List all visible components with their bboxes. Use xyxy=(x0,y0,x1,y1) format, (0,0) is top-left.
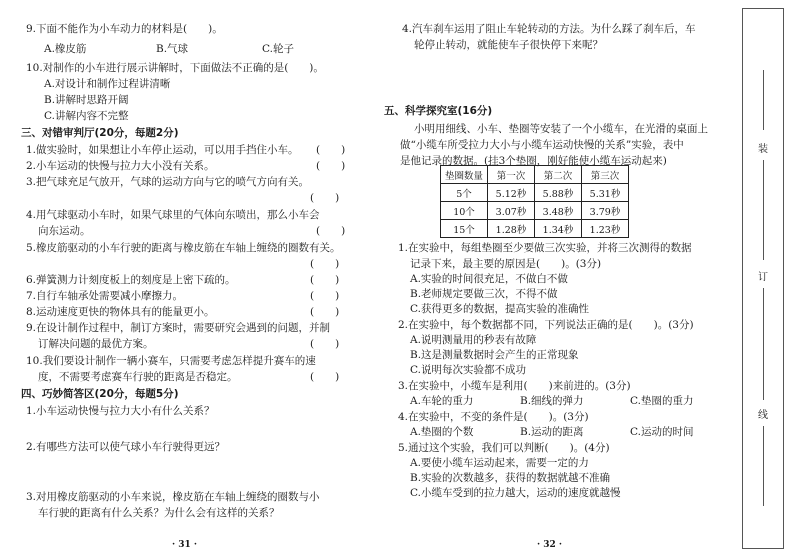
table-header-cell: 第一次 xyxy=(488,166,535,184)
section-4-heading: 四、巧妙简答区(20分，每题5分) xyxy=(21,388,179,400)
judge-item-4-cont: 向东运动。 xyxy=(38,225,91,237)
table-cell: 5.88秒 xyxy=(535,184,582,202)
explore-q1-option-a: A.实验的时间很充足，不做白不做 xyxy=(410,273,568,285)
answer-paren: ( ) xyxy=(316,225,346,237)
q9-option-c: C.轮子 xyxy=(262,43,294,55)
explore-q2-option-b: B.这是测量数据时会产生的正常现象 xyxy=(410,349,579,361)
judge-item-5: 5.橡皮筋驱动的小车行驶的距离与橡皮筋在车轴上缠绕的圈数有关。 xyxy=(26,242,341,254)
explore-q1-cont: 记录下来，最主要的原因是( )。(3分) xyxy=(410,258,602,270)
q10-option-b: B.讲解时思路开阔 xyxy=(44,94,129,106)
table-cell: 5.12秒 xyxy=(488,184,535,202)
table-row xyxy=(441,202,629,220)
explore-q2-option-c: C.说明每次实验都不成功 xyxy=(410,364,526,376)
table-header-cell: 第二次 xyxy=(535,166,582,184)
explore-q1-option-c: C.获得更多的数据，提高实验的准确性 xyxy=(410,303,589,315)
q10-text: 10.对制作的小车进行展示讲解时，下面做法不正确的是( )。 xyxy=(26,62,324,74)
binding-char-zhuang: 装 xyxy=(757,140,769,155)
explore-q5-option-b: B.实验的次数越多，获得的数据就越不准确 xyxy=(410,472,611,484)
judge-item-7: 7.自行车轴承处需要减小摩擦力。 xyxy=(26,290,184,302)
explore-q5-option-c: C.小缆车受到的拉力越大，运动的速度就越慢 xyxy=(410,487,621,499)
table-cell: 10个 xyxy=(441,202,488,220)
answer-paren: ( ) xyxy=(310,258,340,270)
explore-q3-option-a: A.车轮的重力 xyxy=(410,395,474,407)
table-row xyxy=(441,184,629,202)
explore-q3-option-b: B.细线的弹力 xyxy=(520,395,584,407)
table-header-row xyxy=(441,166,629,184)
explore-q3-option-c: C.垫圈的重力 xyxy=(630,395,694,407)
section-5-heading: 五、科学探究室(16分) xyxy=(384,105,493,117)
judge-item-6: 6.弹簧测力计刻度板上的刻度是上密下疏的。 xyxy=(26,274,236,286)
judge-item-2: 2.小车运动的快慢与拉力大小没有关系。 xyxy=(26,160,215,172)
answer-paren: ( ) xyxy=(316,160,346,172)
q9-option-b: B.气球 xyxy=(156,43,189,55)
q10-option-a: A.对设计和制作过程讲清晰 xyxy=(44,78,171,90)
explore-q2: 2.在实验中，每个数据都不同，下列说法正确的是( )。(3分) xyxy=(398,319,694,331)
table-header-cell: 第三次 xyxy=(582,166,629,184)
explore-q4: 4.在实验中，不变的条件是( )。(3分) xyxy=(398,411,589,423)
data-table xyxy=(440,165,629,238)
page-number-right: · 32 · xyxy=(537,540,563,550)
binding-line xyxy=(763,426,764,506)
table-cell: 3.48秒 xyxy=(535,202,582,220)
answer-paren: ( ) xyxy=(310,192,340,204)
answer-paren: ( ) xyxy=(310,306,340,318)
short-answer-q3: 3.对用橡皮筋驱动的小车来说，橡皮筋在车轴上缠绕的圈数与小 xyxy=(26,491,320,503)
explore-q2-option-a: A.说明测量用的秒表有故障 xyxy=(410,334,537,346)
q9-option-a: A.橡皮筋 xyxy=(44,43,87,55)
binding-char-xian: 线 xyxy=(757,406,769,421)
table-cell: 1.34秒 xyxy=(535,220,582,238)
answer-paren: ( ) xyxy=(310,274,340,286)
intro-line-3: 是他记录的数据。(挂3个垫圈，刚好能使小缆车运动起来) xyxy=(400,155,667,167)
short-answer-q4-cont: 轮停止转动，就能使车子很快停下来呢？ xyxy=(414,39,603,51)
short-answer-q4: 4.汽车刹车运用了阻止车轮转动的方法。为什么踩了刹车后，车 xyxy=(402,23,696,35)
judge-item-1: 1.做实验时，如果想让小车停止运动，可以用手挡住小车。 xyxy=(26,144,299,156)
binding-char-ding: 订 xyxy=(757,268,769,283)
judge-item-4: 4.用气球驱动小车时，如果气球里的气体向东喷出，那么小车会 xyxy=(26,209,320,221)
short-answer-q3-cont: 车行驶的距离有什么关系？为什么会有这样的关系？ xyxy=(38,507,280,519)
table-cell: 5.31秒 xyxy=(582,184,629,202)
judge-item-9: 9.在设计制作过程中，制订方案时，需要研究会遇到的问题，并制 xyxy=(26,322,331,334)
binding-line xyxy=(763,160,764,260)
section-3-heading: 三、对错审判厅(20分，每题2分) xyxy=(21,127,179,139)
intro-line-1: 小明用细线、小车、垫圈等安装了一个小缆车，在光滑的桌面上 xyxy=(414,123,708,135)
explore-q5-option-a: A.要使小缆车运动起来，需要一定的力 xyxy=(410,457,589,469)
table-cell: 1.28秒 xyxy=(488,220,535,238)
judge-item-9-cont: 订解决问题的最优方案。 xyxy=(38,338,154,350)
judge-item-3: 3.把气球充足气放开，气球的运动方向与它的喷气方向有关。 xyxy=(26,176,310,188)
q10-option-c: C.讲解内容不完整 xyxy=(44,110,129,122)
answer-paren: ( ) xyxy=(310,338,340,350)
judge-item-10-cont: 度，不需要考虑赛车行驶的距离是否稳定。 xyxy=(38,371,238,383)
judge-item-8: 8.运动速度更快的物体具有的能量更小。 xyxy=(26,306,215,318)
explore-q5: 5.通过这个实验，我们可以判断( )。(4分) xyxy=(398,442,610,454)
short-answer-q2: 2.有哪些方法可以使气球小车行驶得更远？ xyxy=(26,441,226,453)
table-cell: 1.23秒 xyxy=(582,220,629,238)
binding-line xyxy=(763,288,764,400)
intro-line-2: 做“小缆车所受拉力大小与小缆车运动快慢的关系”实验，表中 xyxy=(400,139,684,151)
explore-q1-option-b: B.老师规定要做三次，不得不做 xyxy=(410,288,558,300)
judge-item-10: 10.我们要设计制作一辆小赛车，只需要考虑怎样提升赛车的速 xyxy=(26,355,316,367)
table-cell: 5个 xyxy=(441,184,488,202)
page-number-left: · 31 · xyxy=(172,540,198,550)
answer-paren: ( ) xyxy=(310,290,340,302)
answer-paren: ( ) xyxy=(310,371,340,383)
table-cell: 15个 xyxy=(441,220,488,238)
table-header-cell: 垫圈数量 xyxy=(441,166,488,184)
explore-q4-option-c: C.运动的时间 xyxy=(630,426,694,438)
table-cell: 3.07秒 xyxy=(488,202,535,220)
explore-q3: 3.在实验中，小缆车是利用( )来前进的。(3分) xyxy=(398,380,631,392)
table-row xyxy=(441,220,629,238)
short-answer-q1: 1.小车运动快慢与拉力大小有什么关系？ xyxy=(26,405,215,417)
table-cell: 3.79秒 xyxy=(582,202,629,220)
answer-paren: ( ) xyxy=(316,144,346,156)
explore-q4-option-b: B.运动的距离 xyxy=(520,426,584,438)
explore-q1: 1.在实验中，每组垫圈至少要做三次实验，并将三次测得的数据 xyxy=(398,242,692,254)
q9-text: 9.下面不能作为小车动力的材料是( )。 xyxy=(26,23,223,35)
explore-q4-option-a: A.垫圈的个数 xyxy=(410,426,474,438)
binding-line xyxy=(763,70,764,130)
